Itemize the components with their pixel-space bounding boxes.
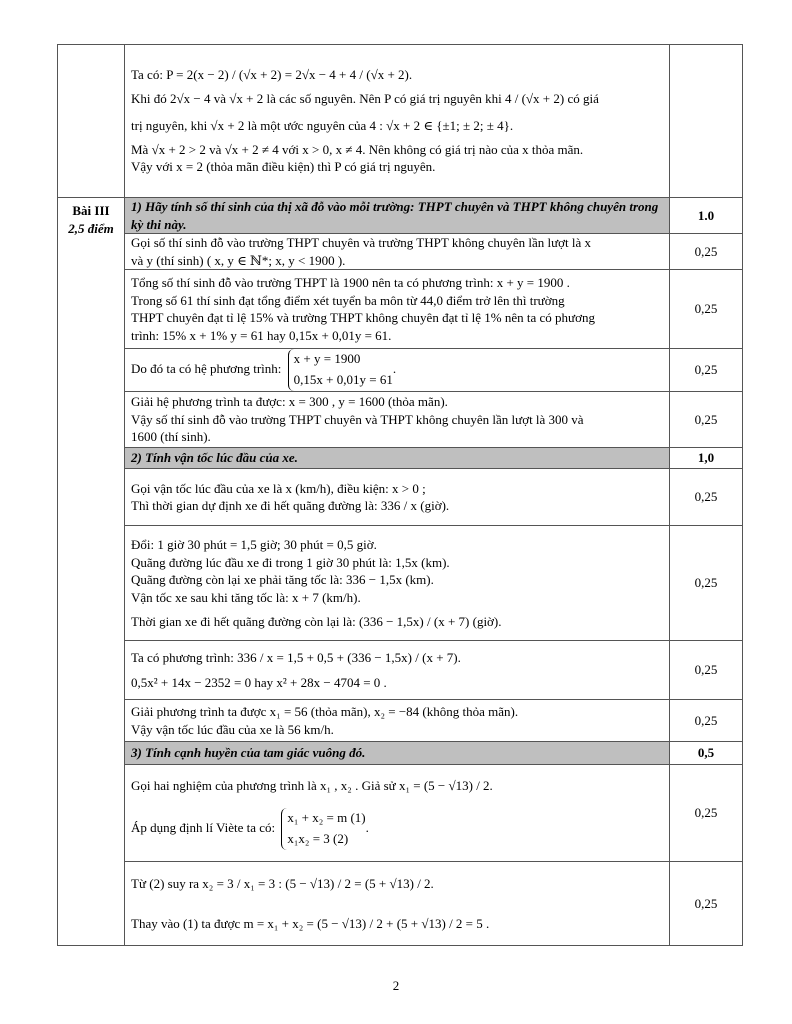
answer-cell bbox=[125, 234, 670, 270]
text-line: Quãng đường lúc đầu xe đi trong 1 giờ 30 phút là: 1,5x (km). bbox=[131, 554, 450, 570]
table-row bbox=[58, 526, 743, 641]
answer-table bbox=[57, 44, 743, 946]
table-row bbox=[58, 198, 743, 234]
text-line: Ta có phương trình: 336 / x = 1,5 + 0,5 + (336 − 1,5x) / (x + 7). bbox=[131, 649, 461, 665]
text-line: Đổi: 1 giờ 30 phút = 1,5 giờ; 30 phút = 0,5 giờ. bbox=[131, 537, 377, 553]
answer-cell bbox=[125, 469, 670, 526]
section-label-cell bbox=[58, 198, 125, 946]
text-line: Trong số 61 thí sinh đạt tổng điểm xét tuyển ba môn từ 44,0 điểm trở lên thì trường bbox=[131, 292, 565, 308]
text-line: Từ (2) suy ra x₂ = 3 / x₁ = 3 : (5 − √13) / 2 = (5 + √13) / 2. bbox=[131, 876, 434, 892]
step-score: 0,25 bbox=[670, 765, 743, 862]
text-line: Khi đó 2√x − 4 và √x + 2 là các số nguyên. Nên P có giá trị nguyên khi 4 / (√x + 2) có giá bbox=[131, 90, 599, 106]
table-row bbox=[58, 270, 743, 349]
text-line: Vậy vận tốc lúc đầu của xe là 56 km/h. bbox=[131, 721, 334, 737]
answer-cell: Do đó ta có hệ phương trình: x + y = 1900 0,15x + 0,01y = 61 . bbox=[125, 349, 670, 392]
part-heading: 2) Tính vận tốc lúc đầu của xe. bbox=[125, 448, 670, 469]
equation: x + y = 1900 bbox=[293, 351, 361, 367]
text-line: Vận tốc xe sau khi tăng tốc là: x + 7 (km/h). bbox=[131, 589, 361, 605]
step-score: 0,25 bbox=[670, 862, 743, 946]
formula: P = 2(x − 2) / (√x + 2) = 2√x − 4 + 4 / (√x + 2). bbox=[166, 67, 413, 83]
step-score: 0,25 bbox=[670, 349, 743, 392]
table-row bbox=[58, 765, 743, 862]
text-line: Giải hệ phương trình ta được: x = 300 , y = 1600 (thỏa mãn). bbox=[131, 394, 448, 410]
step-score: 0,25 bbox=[670, 234, 743, 270]
equation: x₁ + x₂ = m (1) bbox=[287, 810, 366, 826]
text-line: Thay vào (1) ta được m = x₁ + x₂ = (5 − √13) / 2 + (5 + √13) / 2 = 5 . bbox=[131, 915, 490, 931]
table-row bbox=[58, 349, 743, 392]
text-line: Gọi vận tốc lúc đầu của xe là x (km/h), điều kiện: x > 0 ; bbox=[131, 480, 426, 496]
text-line: Áp dụng định lí Viète ta có: x₁ + x₂ = m (1) x₁x₂ = 3 (2) . bbox=[131, 808, 663, 850]
text-line: Gọi hai nghiệm của phương trình là x₁ , x₂ . Giả sử x₁ = (5 − √13) / 2. bbox=[131, 777, 493, 793]
text-line: Mà √x + 2 > 2 và √x + 2 ≠ 4 với x > 0, x ≠ 4. Nên không có giá trị nào của x thỏa mãn. bbox=[131, 141, 584, 157]
text-line: Quãng đường còn lại xe phải tăng tốc là: 336 − 1,5x (km). bbox=[131, 572, 434, 588]
section-label: Bài III bbox=[72, 203, 110, 218]
answer-cell bbox=[125, 392, 670, 448]
text-line: trình: 15% x + 1% y = 61 hay 0,15x + 0,01y = 61. bbox=[131, 327, 392, 343]
step-score: 0,25 bbox=[670, 392, 743, 448]
step-score: 0,25 bbox=[670, 526, 743, 641]
text-line: Thời gian xe đi hết quãng đường còn lại là: (336 − 1,5x) / (x + 7) (giờ). bbox=[131, 613, 502, 629]
page-number: 2 bbox=[392, 978, 400, 993]
table-row bbox=[58, 641, 743, 700]
table-row bbox=[58, 45, 743, 198]
table-row bbox=[58, 469, 743, 526]
text-line: 0,5x² + 14x − 2352 = 0 hay x² + 28x − 4704 = 0 . bbox=[131, 675, 387, 691]
equation: 0,15x + 0,01y = 61 bbox=[293, 372, 393, 388]
text-line: Giải phương trình ta được x₁ = 56 (thỏa mãn), x₂ = −84 (không thỏa mãn). bbox=[131, 704, 519, 720]
table-row bbox=[58, 862, 743, 946]
text-line: trị nguyên, khi √x + 2 là một ước nguyên của 4 : √x + 2 ∈ {±1; ± 2; ± 4}. bbox=[131, 118, 514, 134]
step-score: 0,25 bbox=[670, 641, 743, 700]
score-cell bbox=[670, 45, 743, 198]
step-score: 0,25 bbox=[670, 270, 743, 349]
text-line: Vậy với x = 2 (thỏa mãn điều kiện) thì P có giá trị nguyên. bbox=[131, 159, 436, 175]
equation-system bbox=[281, 808, 365, 850]
equation: x₁x₂ = 3 (2) bbox=[287, 830, 349, 846]
text-line bbox=[131, 66, 663, 84]
table-row bbox=[58, 234, 743, 270]
text-line: 1600 (thí sinh). bbox=[131, 429, 211, 445]
step-score: 0,25 bbox=[670, 469, 743, 526]
table-row bbox=[58, 700, 743, 742]
section-points: 2,5 điểm bbox=[68, 220, 114, 236]
text-line: Do đó ta có hệ phương trình: bbox=[131, 361, 282, 377]
text-line: Áp dụng định lí Viète ta có: bbox=[131, 819, 276, 835]
text-line: và y (thí sinh) ( x, y ∈ ℕ*; x, y < 1900 ). bbox=[131, 252, 346, 268]
step-score: 0,25 bbox=[670, 700, 743, 742]
part-score: 1,0 bbox=[670, 448, 743, 469]
answer-cell bbox=[125, 270, 670, 349]
text-line: Ta có: bbox=[131, 67, 163, 83]
text-line: THPT chuyên đạt tỉ lệ 15% và trường THPT không chuyên đạt tỉ lệ 1% nên ta có phương bbox=[131, 310, 595, 326]
answer-cell bbox=[125, 641, 670, 700]
table-row bbox=[58, 392, 743, 448]
text-line: Thì thời gian dự định xe đi hết quãng đường là: 336 / x (giờ). bbox=[131, 498, 450, 514]
answer-cell bbox=[125, 765, 670, 862]
answer-cell bbox=[125, 862, 670, 946]
text-line: Vậy số thí sinh đỗ vào trường THPT chuyên và THPT không chuyên lần lượt là 300 và bbox=[131, 411, 584, 427]
table-row bbox=[58, 448, 743, 469]
table-row bbox=[58, 742, 743, 765]
part-score: 1.0 bbox=[670, 198, 743, 234]
equation-system bbox=[288, 349, 393, 391]
text-line: Gọi số thí sinh đỗ vào trường THPT chuyên và trường THPT không chuyên lần lượt là x bbox=[131, 235, 592, 251]
answer-cell bbox=[125, 526, 670, 641]
part-heading: 1) Hãy tính số thí sinh của thị xã đỗ vào mỗi trường: THPT chuyên và THPT không chuyên trong kỳ thi này. bbox=[125, 198, 670, 234]
part-score: 0,5 bbox=[670, 742, 743, 765]
text-line: Tổng số thí sinh đỗ vào trường THPT là 1900 nên ta có phương trình: x + y = 1900 . bbox=[131, 275, 570, 291]
empty-label-cell bbox=[58, 45, 125, 198]
part-heading: 3) Tính cạnh huyền của tam giác vuông đó. bbox=[125, 742, 670, 765]
answer-cell bbox=[125, 45, 670, 198]
answer-cell bbox=[125, 700, 670, 742]
